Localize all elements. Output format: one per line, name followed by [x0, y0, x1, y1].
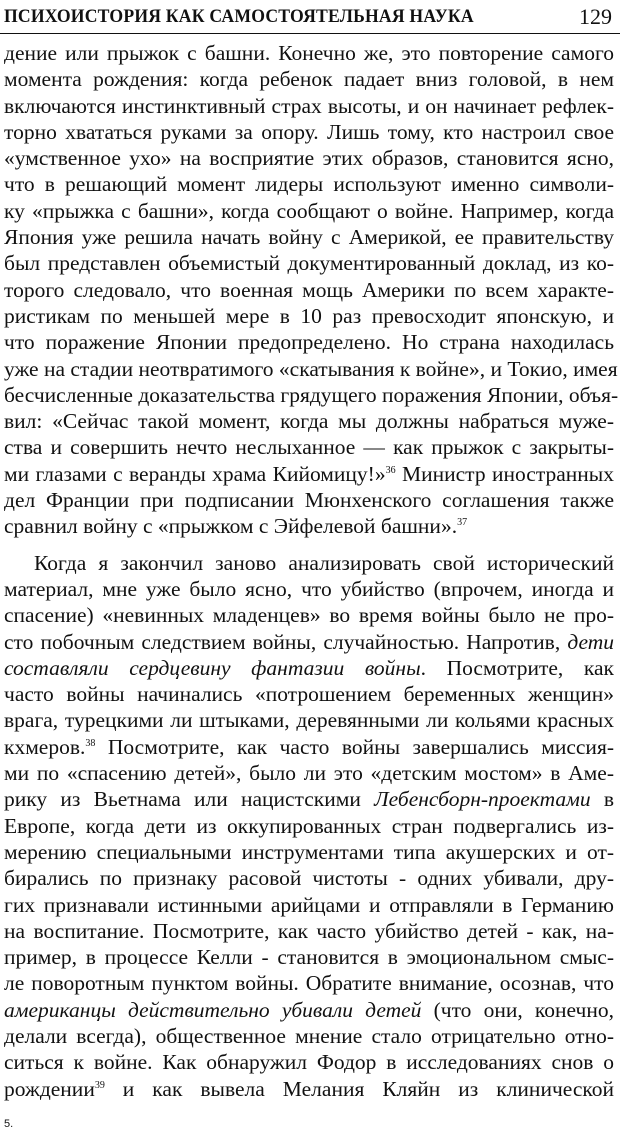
- text-segment: рику из Вьетнама или нацистскими: [4, 787, 375, 812]
- text-segment: кхмеров.: [4, 734, 86, 759]
- footnote-ref-37[interactable]: 37: [457, 517, 468, 529]
- text-line: ства и совершить нечто неслыханное — как прыжок с закрыты-: [4, 435, 614, 460]
- text-line: [4, 734, 614, 760]
- text-line: включаются инстинктивный страх высоты, и он начинает рефлек-: [4, 93, 614, 118]
- text-line: Европе, когда дети из оккупированных стран подвергались из-: [4, 813, 614, 838]
- emphasis: американцы действительно убивали детей: [4, 997, 422, 1022]
- text-line: дение или прыжок с башни. Конечно же, это повторение самого: [4, 41, 614, 65]
- text-line: гих признавали истинными арийцами и отправляли в Германию: [4, 892, 614, 917]
- body-text: [4, 40, 619, 1102]
- text-line: вил: «Сейчас такой момент, когда мы должны набраться муже-: [4, 409, 614, 434]
- text-line: [4, 1076, 614, 1102]
- text-line: на воспитание. Посмотрите, как часто убийство детей - как, на-: [4, 918, 614, 943]
- text-segment: . Посмотрите, как: [420, 655, 614, 680]
- running-title: ПСИХОИСТОРИЯ КАК САМОСТОЯТЕЛЬНАЯ НАУКА: [4, 5, 474, 27]
- text-line: что поражение Японии предопределено. Но страна находилась: [4, 330, 614, 355]
- text-line: часто войны начинались «потрошением беременных женщин»: [4, 682, 614, 707]
- emphasis: Лебенсборн-проектами: [374, 787, 591, 812]
- text-line: Когда я закончил заново анализировать свой исторический: [34, 550, 614, 575]
- text-segment: (что они, конечно,: [421, 997, 614, 1022]
- text-line: материал, мне уже было ясно, что убийство (впрочем, иногда и: [4, 576, 614, 601]
- text-line: ле поворотным пунктом войны. Обратите внимание, осознав, что: [4, 971, 614, 996]
- text-segment: и как вывела Мелания Кляйн из клинической: [104, 1076, 614, 1101]
- text-segment: в: [590, 787, 614, 812]
- text-line: [4, 997, 614, 1023]
- emphasis: составляли сердцевину фантазии войны: [4, 655, 421, 680]
- text-line: момента рождения: когда ребенок падает вниз головой, в нем: [4, 67, 614, 92]
- paragraph-2: [4, 550, 614, 1102]
- footnote-ref-38[interactable]: 38: [85, 737, 96, 749]
- text-line: Япония уже решила начать войну с Америкой, ее правительству: [4, 225, 614, 250]
- text-line: был представлен объемистый документированный доклад, из ко-: [4, 251, 614, 276]
- text-line: «умственное ухо» на восприятие этих образов, становится ясно,: [4, 146, 614, 171]
- footnote-ref-39[interactable]: 39: [94, 1079, 105, 1091]
- text-line: [4, 786, 614, 812]
- text-segment: сравнил войну с «прыжком с Эйфелевой башни».: [4, 514, 458, 539]
- text-line: торно хвататься руками за опору. Лишь тому, кто настроил свое: [4, 119, 614, 144]
- footnote-ref-36[interactable]: 36: [385, 464, 396, 476]
- text-segment: сто побочным следствием войны, случайностью. Напротив,: [4, 629, 568, 654]
- text-line: [4, 513, 614, 539]
- text-segment: Посмотрите, как часто войны завершались миссия-: [95, 734, 614, 759]
- page-footer-marker: 5.: [4, 1118, 14, 1130]
- text-line: бесчисленные доказательства грядущего поражения Японии, объя-: [4, 382, 619, 407]
- text-segment: ми глазами с веранды храма Кийомицу!»: [4, 461, 386, 486]
- text-segment: рождении: [4, 1076, 95, 1101]
- page-number: 129: [579, 3, 612, 29]
- text-line: ситься к войне. Как обнаружил Фодор в исследованиях снов о: [4, 1050, 614, 1075]
- text-line: ристикам по меньшей мере в 10 раз превосходит японскую, и: [4, 303, 614, 328]
- text-line: ку «прыжка с башни», когда сообщают о войне. Например, когда: [4, 198, 614, 223]
- text-segment: Министр иностранных: [395, 461, 614, 486]
- text-line: [4, 629, 614, 655]
- text-line: [4, 461, 614, 487]
- text-line: торого следовало, что военная мощь Америки по всем характе-: [4, 277, 614, 302]
- text-line: мерению специальными инструментами типа акушерских и от-: [4, 839, 614, 864]
- text-line: ми по «спасению детей», было ли это «детским мостом» в Аме-: [4, 761, 614, 786]
- text-line: бирались по признаку расовой чистоты - одних убивали, дру-: [4, 866, 614, 891]
- text-line: дел Франции при подписании Мюнхенского соглашения также: [4, 488, 614, 513]
- text-line: что в решающий момент лидеры используют именно символи-: [4, 172, 614, 197]
- text-line: делали всегда), общественное мнение стало отрицательно отно-: [4, 1023, 614, 1048]
- emphasis: дети: [567, 629, 614, 654]
- text-line: уже на стадии неотвратимого «скатывания к войне», и Токио, имея: [4, 356, 618, 381]
- text-line: [4, 655, 614, 681]
- paragraph-1: [4, 40, 619, 540]
- text-line: спасение) «невинных младенцев» во время войны было не про-: [4, 603, 614, 628]
- page-header: [0, 0, 620, 34]
- text-line: пример, в процессе Келли - становится в эмоциональном смыс-: [4, 945, 614, 970]
- text-line: врага, турецкими ли штыками, деревянными ли кольями красных: [4, 708, 614, 733]
